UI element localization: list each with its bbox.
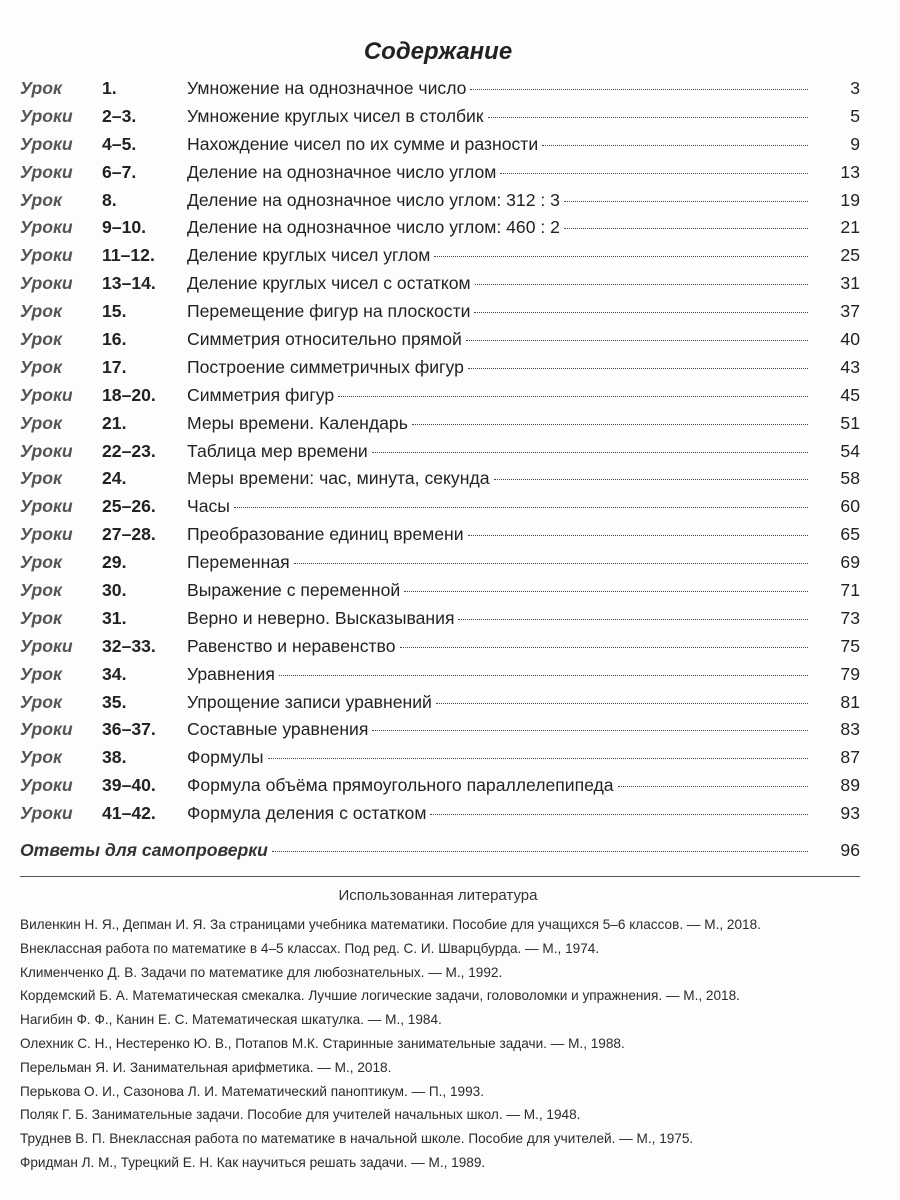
lesson-topic: Равенство и неравенство: [187, 635, 396, 656]
lesson-number: 6–7.: [102, 161, 137, 182]
toc-row: [20, 441, 860, 469]
page-number: 71: [840, 580, 860, 601]
lesson-number: 17.: [102, 356, 127, 377]
dot-leader: [470, 89, 808, 90]
lesson-kind: Уроки: [20, 273, 73, 294]
lesson-topic: Верно и неверно. Высказывания: [187, 607, 455, 628]
dot-leader: [468, 368, 808, 369]
toc-row: [20, 524, 860, 552]
dot-leader: [494, 479, 809, 480]
dot-leader: [404, 591, 808, 592]
lesson-topic: Деление круглых чисел с остатком: [187, 273, 471, 294]
literature-item: Перельман Я. И. Занимательная арифметика. — М., 2018.: [20, 1059, 392, 1075]
dot-leader: [400, 647, 809, 648]
lesson-kind: Уроки: [20, 524, 73, 545]
page-number: 31: [840, 273, 860, 294]
page-number: 58: [840, 468, 860, 489]
toc-row: [20, 608, 860, 636]
literature-item: Кордемский Б. А. Математическая смекалка. Лучшие логические задачи, головоломки и упражнения. — М., 2018.: [20, 988, 740, 1004]
page-number: 9: [850, 133, 860, 154]
page-number: 79: [840, 663, 860, 684]
page-number: 83: [840, 719, 860, 740]
lesson-topic: Преобразование единиц времени: [187, 524, 464, 545]
lesson-number: 29.: [102, 552, 127, 573]
page-number: 13: [840, 161, 860, 182]
toc-row: [20, 78, 860, 106]
page-number: 54: [840, 440, 860, 461]
dot-leader: [500, 173, 808, 174]
lesson-kind: Уроки: [20, 440, 73, 461]
toc-row: [20, 413, 860, 441]
lesson-topic: Формула деления с остатком: [187, 803, 427, 824]
lesson-number: 4–5.: [102, 133, 137, 154]
page-number: 51: [840, 412, 860, 433]
dot-leader: [234, 507, 808, 508]
literature-item: Внеклассная работа по математике в 4–5 классах. Под ред. С. И. Шварцбурда. — М., 1974.: [20, 940, 600, 956]
lesson-topic: Деление на однозначное число углом: 460 : 2: [187, 217, 560, 238]
lesson-number: 30.: [102, 580, 127, 601]
lesson-topic: Нахождение чисел по их сумме и разности: [187, 133, 539, 154]
lesson-topic: Деление круглых чисел углом: [187, 245, 431, 266]
lesson-kind: Уроки: [20, 133, 73, 154]
lesson-kind: Урок: [20, 78, 62, 98]
toc-row: [20, 162, 860, 190]
lesson-kind: Урок: [20, 301, 62, 322]
page-title: Содержание: [363, 38, 513, 65]
dot-leader: [542, 145, 808, 146]
lesson-number: 32–33.: [102, 635, 156, 656]
dot-leader: [338, 396, 808, 397]
lesson-number: 25–26.: [102, 496, 156, 517]
toc-row: [20, 273, 860, 301]
dot-leader: [564, 228, 808, 229]
dot-leader: [458, 619, 808, 620]
page-number: 60: [840, 496, 860, 517]
lesson-topic: Упрощение записи уравнений: [187, 691, 432, 712]
lesson-number: 15.: [102, 301, 127, 322]
lesson-number: 9–10.: [102, 217, 147, 238]
lesson-number: 36–37.: [102, 719, 156, 740]
lesson-topic: Выражение с переменной: [187, 580, 401, 601]
dot-leader: [488, 117, 808, 118]
lesson-kind: Уроки: [20, 245, 73, 266]
dot-leader: [412, 424, 808, 425]
answers-page-number: 96: [840, 840, 860, 860]
dot-leader: [618, 786, 808, 787]
lesson-topic: Часы: [187, 496, 230, 517]
page-number: 21: [840, 217, 860, 238]
toc-row: [20, 245, 860, 273]
lesson-number: 34.: [102, 663, 127, 684]
dot-leader: [466, 340, 808, 341]
page-number: 43: [840, 356, 860, 377]
lesson-number: 27–28.: [102, 524, 156, 545]
dot-leader: [434, 256, 808, 257]
lesson-number: 22–23.: [102, 440, 156, 461]
lesson-number: 11–12.: [102, 245, 155, 266]
table-of-contents: [20, 78, 860, 831]
literature-item: Фридман Л. М., Турецкий Е. Н. Как научиться решать задачи. — М., 1989.: [20, 1154, 486, 1170]
lesson-kind: Уроки: [20, 719, 73, 740]
lesson-topic: Таблица мер времени: [187, 440, 368, 461]
toc-row: [20, 217, 860, 245]
literature-item: Перькова О. И., Сазонова Л. И. Математический паноптикум. — П., 1993.: [20, 1083, 485, 1099]
toc-answers-row: [20, 840, 860, 861]
lesson-kind: Уроки: [20, 105, 73, 126]
toc-row: [20, 190, 860, 218]
dot-leader: [279, 675, 808, 676]
dot-leader: [372, 730, 808, 731]
lesson-kind: Уроки: [20, 775, 73, 796]
toc-row: [20, 775, 860, 803]
toc-row: [20, 747, 860, 775]
page-number: 37: [840, 301, 860, 322]
toc-row: [20, 134, 860, 162]
lesson-topic: Построение симметричных фигур: [187, 356, 464, 377]
lesson-kind: Урок: [20, 580, 62, 601]
literature-item: Олехник С. Н., Нестеренко Ю. В., Потапов М.К. Старинные занимательные задачи. — М., 1988.: [20, 1035, 625, 1051]
lesson-kind: Урок: [20, 663, 62, 684]
literature-list: [20, 915, 860, 1177]
lesson-kind: Урок: [20, 356, 62, 377]
lesson-kind: Урок: [20, 747, 62, 768]
toc-row: [20, 301, 860, 329]
answers-label: Ответы для самопроверки: [20, 840, 268, 860]
page-number: 89: [840, 775, 860, 796]
page-number: 81: [840, 691, 860, 712]
lesson-kind: Уроки: [20, 384, 73, 405]
page-number: 65: [840, 524, 860, 545]
toc-row: [20, 329, 860, 357]
lesson-number: 38.: [102, 747, 127, 768]
lesson-kind: Уроки: [20, 217, 73, 238]
literature-item: Нагибин Ф. Ф., Канин Е. С. Математическая шкатулка. — М., 1984.: [20, 1012, 442, 1028]
lesson-kind: Урок: [20, 691, 62, 712]
lesson-number: 16.: [102, 329, 127, 350]
page-number: 19: [840, 189, 860, 210]
toc-row: [20, 803, 860, 831]
page-number: 75: [840, 635, 860, 656]
literature-item: Поляк Г. Б. Занимательные задачи. Пособие для учителей начальных школ. — М., 1948.: [20, 1107, 581, 1123]
lesson-kind: Уроки: [20, 803, 73, 824]
page-number: 45: [840, 384, 860, 405]
toc-row: [20, 636, 860, 664]
literature-item: Труднев В. П. Внеклассная работа по математике в начальной школе. Пособие для учителей. — М., 1975.: [20, 1131, 694, 1147]
lesson-kind: Урок: [20, 189, 62, 210]
lesson-number: 8.: [102, 189, 117, 210]
lesson-number: 18–20.: [102, 384, 156, 405]
lesson-topic: Меры времени: час, минута, секунда: [187, 468, 490, 489]
page-number: 87: [840, 747, 860, 768]
lesson-kind: Урок: [20, 412, 62, 433]
page-number: 40: [840, 329, 860, 350]
literature-item: Виленкин Н. Я., Депман И. Я. За страницами учебника математики. Пособие для учащихся 5–6 классов. — М., 2018.: [20, 917, 761, 932]
dot-leader: [564, 201, 808, 202]
toc-row: [20, 468, 860, 496]
lesson-number: 39–40.: [102, 775, 156, 796]
lesson-number: 35.: [102, 691, 127, 712]
toc-row: [20, 106, 860, 134]
dot-leader: [436, 703, 808, 704]
page-number: 93: [840, 803, 860, 824]
dot-leader: [468, 535, 808, 536]
lesson-topic: Уравнения: [187, 663, 275, 684]
dot-leader: [268, 758, 808, 759]
dot-leader: [272, 851, 808, 852]
dot-leader: [372, 452, 808, 453]
dot-leader: [475, 284, 808, 285]
toc-row: [20, 357, 860, 385]
toc-row: [20, 496, 860, 524]
lesson-topic: Симметрия фигур: [187, 384, 335, 405]
lesson-topic: Формула объёма прямоугольного параллелепипеда: [187, 775, 614, 796]
lesson-topic: Формулы: [187, 747, 264, 768]
lesson-number: 2–3.: [102, 105, 137, 126]
page-number: 73: [840, 607, 860, 628]
page-number: 69: [840, 552, 860, 573]
toc-row: [20, 552, 860, 580]
toc-row: [20, 385, 860, 413]
lesson-kind: Урок: [20, 329, 62, 350]
lesson-number: 1.: [102, 78, 117, 98]
lesson-kind: Урок: [20, 468, 62, 489]
toc-row: [20, 580, 860, 608]
dot-leader: [474, 312, 808, 313]
section-divider: [20, 876, 860, 877]
dot-leader: [294, 563, 808, 564]
lesson-topic: Меры времени. Календарь: [187, 412, 408, 433]
lesson-kind: Уроки: [20, 496, 73, 517]
lesson-number: 31.: [102, 607, 127, 628]
lesson-kind: Урок: [20, 607, 62, 628]
toc-row: [20, 664, 860, 692]
page-number: 3: [850, 78, 860, 98]
lesson-number: 13–14.: [102, 273, 156, 294]
lesson-number: 24.: [102, 468, 127, 489]
lesson-number: 21.: [102, 412, 127, 433]
lesson-topic: Умножение круглых чисел в столбик: [187, 105, 484, 126]
lesson-topic: Умножение на однозначное число: [187, 78, 467, 98]
toc-row: [20, 719, 860, 747]
lesson-topic: Деление на однозначное число углом: 312 : 3: [187, 189, 560, 210]
lesson-topic: Перемещение фигур на плоскости: [187, 301, 471, 322]
literature-item: Клименченко Д. В. Задачи по математике для любознательных. — М., 1992.: [20, 964, 503, 980]
lesson-kind: Уроки: [20, 161, 73, 182]
lesson-topic: Переменная: [187, 552, 290, 573]
toc-row: [20, 692, 860, 720]
page-number: 25: [840, 245, 860, 266]
lesson-number: 41–42.: [102, 803, 156, 824]
lesson-topic: Деление на однозначное число углом: [187, 161, 497, 182]
page-number: 5: [850, 105, 860, 126]
lesson-kind: Урок: [20, 552, 62, 573]
lesson-topic: Симметрия относительно прямой: [187, 329, 462, 350]
dot-leader: [430, 814, 808, 815]
lesson-kind: Уроки: [20, 635, 73, 656]
lesson-topic: Составные уравнения: [187, 719, 369, 740]
literature-title: Использованная литература: [338, 887, 538, 904]
